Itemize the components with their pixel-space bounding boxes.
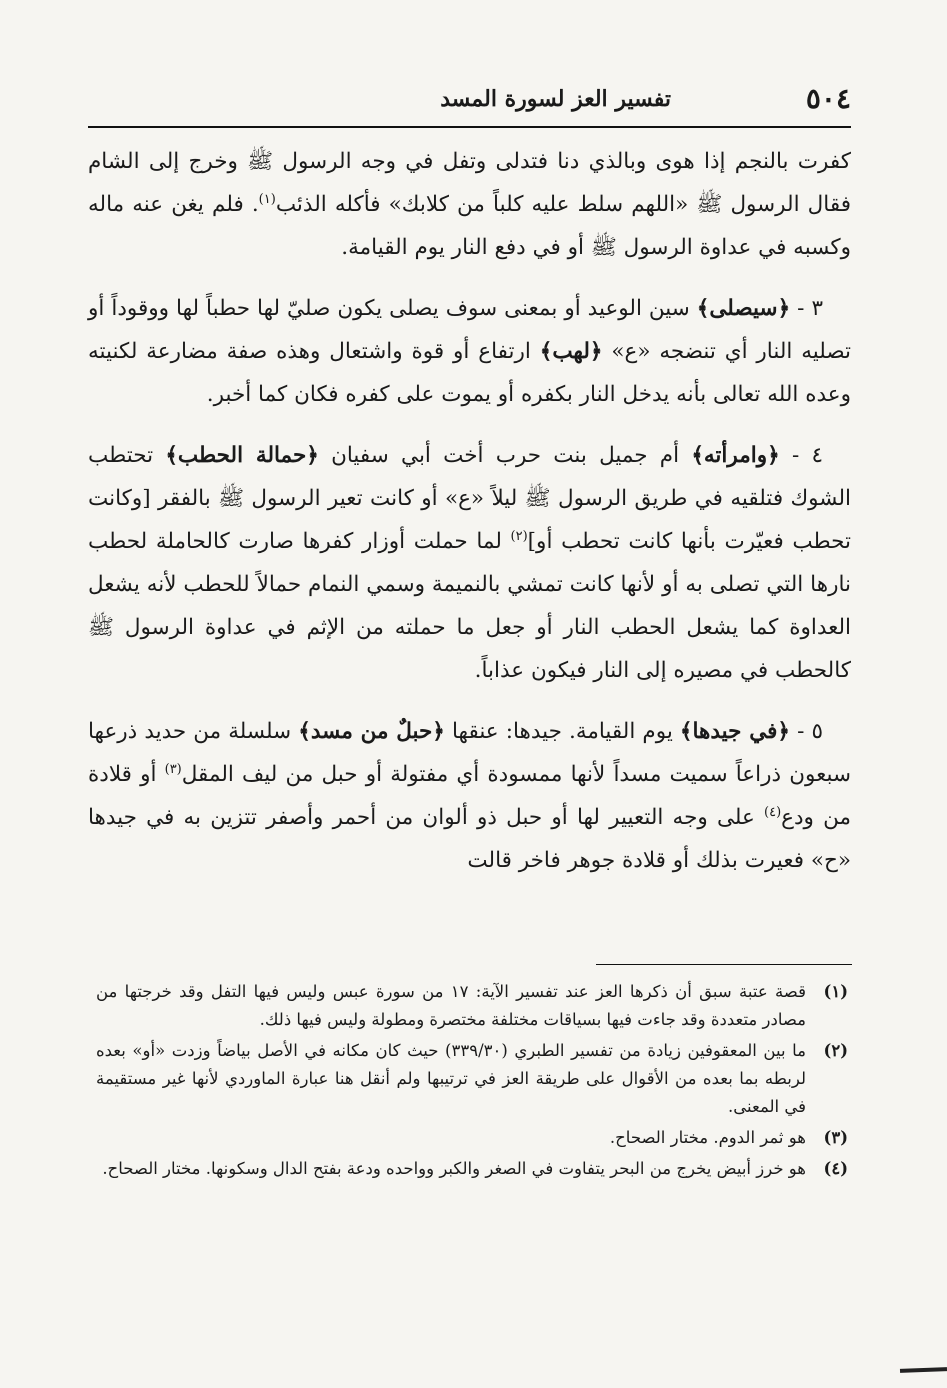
paragraph-continuation: [88, 140, 851, 269]
text-run: لما حملت أوزار كفرها صارت كالحاملة لحطب نارها التي تصلى به أو لأنها كانت تمشي بالنميمة وسمي النمام حمالاً للحطب لأنه يشعل العداوة كما يشعل الحطب النار أو جعل ما حملته من الإثم في عداوة الرسول ﷺ كالحطب في مصيره إلى النار فيكون عذاباً.: [88, 529, 851, 683]
footnote-number: (٢): [823, 1041, 848, 1060]
footnote: [96, 978, 848, 1034]
footnote-text: هو ثمر الدوم. مختار الصحاح.: [609, 1128, 806, 1147]
text-run: تحتطب الشوك فتلقيه في طريق الرسول ﷺ ليلاً «ع» أو كانت تعير الرسول ﷺ بالفقر [وكانت تحطب فعيّرت بأنها كانت تحطب أو]: [88, 443, 851, 554]
quran-quote: ﴿حبلٌ من مسد﴾: [298, 719, 445, 744]
footnote: [96, 1124, 848, 1152]
footnote-number: (١): [823, 982, 848, 1001]
page-number: ٥٠٤: [805, 82, 851, 115]
footnote-ref-3: (٣): [164, 761, 182, 777]
footnotes: [96, 978, 848, 1186]
main-text: [88, 140, 851, 882]
scan-edge-mark: [900, 1367, 947, 1373]
footnote: [96, 1037, 848, 1121]
verse-5-commentary: [88, 710, 851, 882]
footnote-number: (٣): [823, 1128, 848, 1147]
verse-number: ٥ -: [790, 719, 824, 744]
text-run: سين الوعيد أو بمعنى سوف يصلى يكون صليّ لها حطباً لها ووقوداً أو تصليه النار أي تنضجه «ع»: [88, 296, 851, 364]
text-run: أو قلادة من ودع: [88, 762, 851, 830]
text-run: أم جميل بنت حرب أخت أبي سفيان: [318, 443, 692, 468]
text-run: . فلم يغن عنه ماله وكسبه في عداوة الرسول ﷺ أو في دفع النار يوم القيامة.: [88, 192, 851, 260]
quran-quote: ﴿سيصلى﴾: [696, 296, 791, 321]
quran-quote: ﴿في جيدها﴾: [679, 719, 790, 744]
quran-quote: ﴿حمالة الحطب﴾: [165, 443, 319, 468]
footnote-text: هو خرز أبيض يخرج من البحر يتفاوت في الصغر والكبر وواحده ودعة بفتح الدال وسكونها. مختار الصحاح.: [102, 1159, 806, 1178]
text-run: يوم القيامة. جيدها: عنقها: [444, 719, 680, 744]
running-title: تفسير العز لسورة المسد: [440, 86, 671, 112]
footnote-ref-4: (٤): [764, 804, 782, 820]
footnote-text: ما بين المعقوفين زيادة من تفسير الطبري (٣٣٩/٣٠) حيث كان مكانه في الأصل بياضاً وزدت «أو» بعده لربطه بما بعده من الأقوال على طريقة العز في ترتيبها ولم أنقل هنا عبارة الماوردي لأنها غير مستقيمة في المعنى.: [96, 1041, 806, 1116]
verse-number: ٣ -: [790, 296, 823, 321]
footnote: [96, 1155, 848, 1183]
footnote-separator: [596, 964, 852, 965]
text-run: على وجه التعيير لها أو حبل ذو ألوان من أحمر وأصفر تتزين به في جيدها «ح» فعيرت بذلك أو قلادة جوهر فاخر قالت: [88, 805, 851, 873]
quran-quote: ﴿لهب﴾: [539, 339, 603, 364]
footnote-ref-2: (٢): [510, 528, 528, 544]
header-rule: [88, 126, 851, 128]
text-run: سلسلة من حديد ذرعها سبعون ذراعاً سميت مسداً لأنها ممسودة أي مفتولة أو حبل من ليف المقل: [88, 719, 851, 787]
footnote-text: قصة عتبة سبق أن ذكرها العز عند تفسير الآية: ١٧ من سورة عبس وليس فيها التفل وقد خرجتها من مصادر متعددة وقد جاءت فيها بسياقات مختلفة مختصرة ومطولة وليس فيها ذلك.: [96, 982, 806, 1029]
quran-quote: ﴿وامرأته﴾: [691, 443, 780, 468]
text-run: ارتفاع أو قوة واشتعال وهذه صفة مضارعة لكنيته وعده الله تعالى بأنه يدخل النار بكفره أو يموت على كفره فكان كما أخبر.: [88, 339, 851, 407]
text-run: كفرت بالنجم إذا هوى وبالذي دنا فتدلى وتفل في وجه الرسول ﷺ وخرج إلى الشام فقال الرسول ﷺ «اللهم سلط عليه كلباً من كلابك» فأكله الذئب: [88, 149, 851, 217]
verse-number: ٤ -: [779, 443, 823, 468]
verse-4-commentary: [88, 434, 851, 692]
footnote-number: (٤): [823, 1159, 848, 1178]
footnote-ref-1: (١): [258, 191, 276, 207]
running-header: [88, 82, 851, 126]
verse-3-commentary: [88, 287, 851, 416]
